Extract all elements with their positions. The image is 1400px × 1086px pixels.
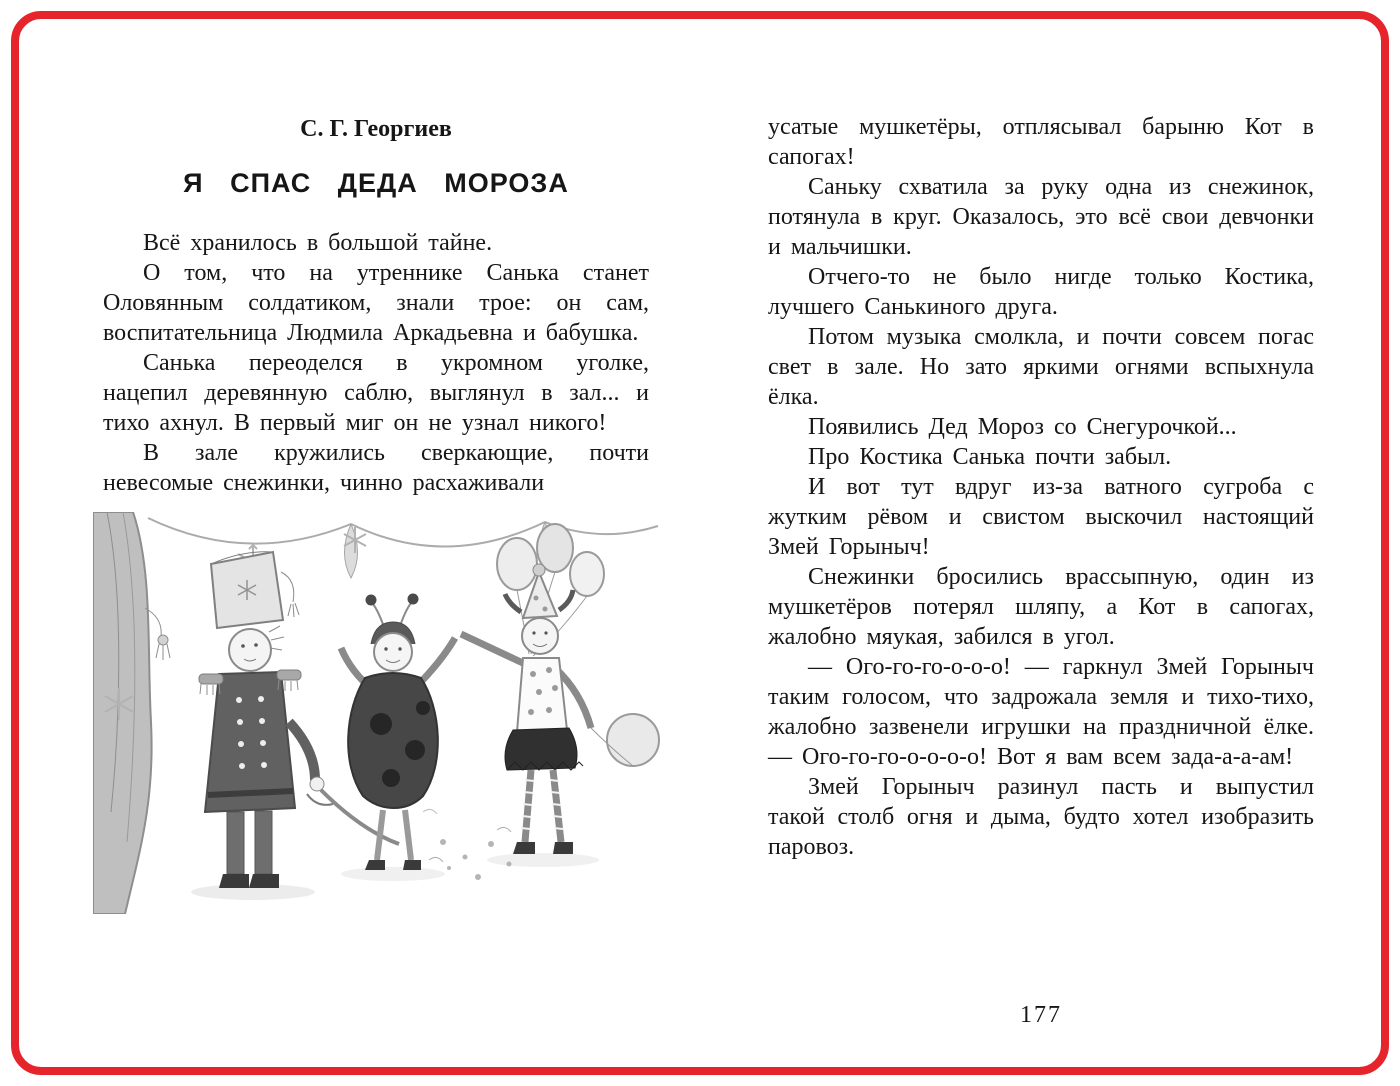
- floor-shadows: [191, 853, 599, 900]
- balloon-girl: [461, 524, 659, 854]
- party-drawing-svg: [93, 512, 663, 914]
- story-text-paragraph: Саньку схватила за руку одна из снежинок, потянула в круг. Оказалось, это всё свои девчонки и мальчишки.: [768, 174, 1314, 260]
- left-page-column: [103, 112, 649, 914]
- story-text-paragraph: И вот тут вдруг из-за ватного сугроба с жутким рёвом и свистом выскочил настоящий Змей Горыныч!: [768, 474, 1314, 560]
- story-text-paragraph: Змей Горыныч разинул пасть и выпустил такой столб огня и дыма, будто хотел изобразить паровоз.: [768, 774, 1314, 860]
- illustration-children-party: [93, 512, 663, 914]
- story-text-paragraph: Всё хранилось в большой тайне.: [143, 230, 493, 256]
- story-text-paragraph: В зале кружились сверкающие, почти невесомые снежинки, чинно расхаживали: [103, 440, 649, 496]
- story-text-paragraph: Про Костика Санька почти забыл.: [808, 444, 1172, 470]
- story-text-paragraph: — Ого-го-го-о-о-о! — гаркнул Змей Горыныч таким голосом, что задрожала земля и тихо-тихо, жалобно зазвенели игрушки на праздничной ёлке. — Ого-го-го-о-о-о-о! Вот я вам всем зада-а-а-ам!: [768, 654, 1314, 770]
- story-text-paragraph: усатые мушкетёры, отплясывал барыню Кот в сапогах!: [768, 114, 1314, 170]
- story-text-paragraph: Потом музыка смолкла, и почти совсем погас свет в зале. Но зато яркими огнями вспыхнула ёлка.: [768, 324, 1314, 410]
- story-text-paragraph: Появились Дед Мороз со Снегурочкой...: [808, 414, 1237, 440]
- story-text-paragraph: Снежинки бросились врассыпную, один из мушкетёров потерял шляпу, а Кот в сапогах, жалобно мяукая, забился в угол.: [768, 564, 1314, 650]
- story-text-paragraph: Отчего-то не было нигде только Костика, лучшего Санькиного друга.: [768, 264, 1314, 320]
- story-title: Я СПАС ДЕДА МОРОЗА: [183, 168, 569, 198]
- ladybug-girl: [341, 594, 455, 871]
- curtain: [93, 512, 170, 914]
- round-balloon: [607, 714, 659, 766]
- right-page-column: [768, 112, 1314, 862]
- story-text-paragraph: О том, что на утреннике Санька станет Оловянным солдатиком, знали трое: он сам, воспитательница Людмила Аркадьевна и бабушка.: [103, 260, 649, 346]
- garland: [148, 518, 658, 547]
- story-text-paragraph: Санька переоделся в укромном уголке, нацепил деревянную саблю, выглянул в зал... и тихо ахнул. В первый миг он не узнал никого!: [103, 350, 649, 436]
- confetti: [423, 809, 512, 880]
- author-name: С. Г. Георгиев: [300, 116, 452, 142]
- page-number: 177: [1020, 1002, 1062, 1028]
